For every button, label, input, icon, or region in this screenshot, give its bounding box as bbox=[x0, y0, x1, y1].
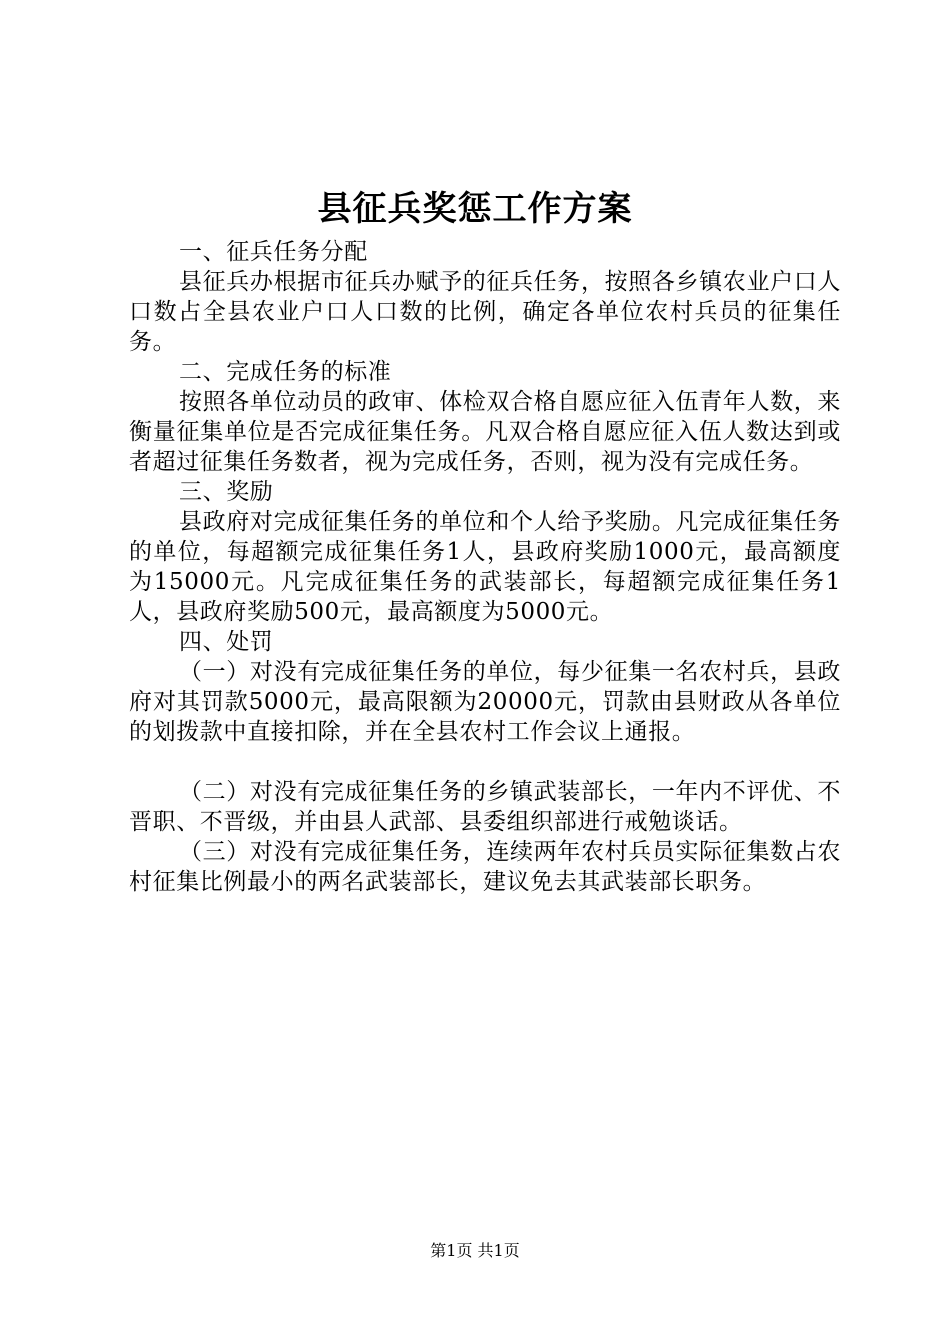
paragraph-task-allocation: 县征兵办根据市征兵办赋予的征兵任务，按照各乡镇农业户口人口数占全县农业户口人口数的比例，确定各单位农村兵员的征集任务。 bbox=[129, 269, 841, 355]
paragraph-penalty-2: （二）对没有完成征集任务的乡镇武装部长，一年内不评优、不晋职、不晋级，并由县人武部、县委组织部进行戒勉谈话。 bbox=[129, 779, 841, 835]
section-heading-task-allocation: 一、征兵任务分配 bbox=[179, 239, 368, 265]
section-heading-penalties: 四、处罚 bbox=[179, 629, 274, 655]
document-title: 县征兵奖惩工作方案 bbox=[317, 189, 633, 229]
paragraph-penalty-3: （三）对没有完成征集任务，连续两年农村兵员实际征集数占农村征集比例最小的两名武装部长，建议免去其武装部长职务。 bbox=[129, 839, 841, 895]
paragraph-rewards: 县政府对完成征集任务的单位和个人给予奖励。凡完成征集任务的单位，每超额完成征集任务1人，县政府奖励1000元，最高额度为15000元。凡完成征集任务的武装部长，每超额完成征集任务1人，县政府奖励500元，最高额度为5000元。 bbox=[129, 509, 841, 625]
paragraph-completion-standard: 按照各单位动员的政审、体检双合格自愿应征入伍青年人数，来衡量征集单位是否完成征集任务。凡双合格自愿应征入伍人数达到或者超过征集任务数者，视为完成任务，否则，视为没有完成任务。 bbox=[129, 389, 841, 475]
section-heading-completion-standard: 二、完成任务的标准 bbox=[179, 359, 392, 385]
document-body bbox=[129, 237, 841, 897]
section-heading-rewards: 三、奖励 bbox=[179, 479, 274, 505]
page-footer: 第1页 共1页 bbox=[430, 1241, 520, 1260]
paragraph-penalty-1: （一）对没有完成征集任务的单位，每少征集一名农村兵，县政府对其罚款5000元，最高限额为20000元，罚款由县财政从各单位的划拨款中直接扣除，并在全县农村工作会议上通报。 bbox=[129, 659, 841, 745]
paragraph-spacer bbox=[129, 747, 841, 777]
